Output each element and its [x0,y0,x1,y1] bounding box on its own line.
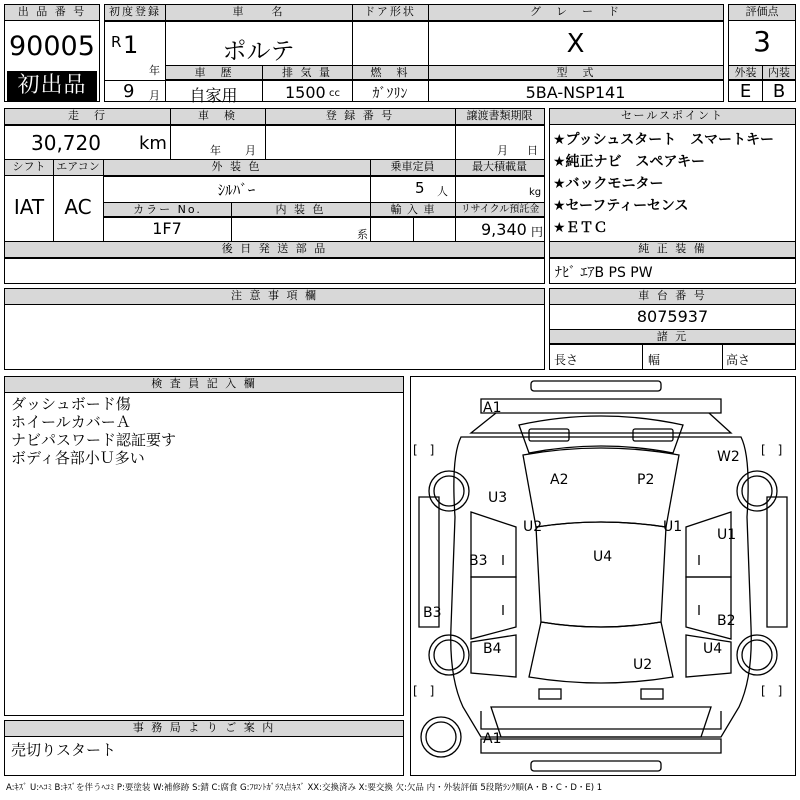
width-label: 幅 [648,353,661,367]
bracket-left-top: [ ] [413,443,435,457]
sales-point: ★ＥＴＣ [553,220,608,236]
damage-mark-hood-p2: P2 [637,472,655,488]
color-value: ｼﾙﾊﾞｰ [217,181,256,199]
sales-point: ★バックモニター [553,176,664,192]
ac-label: エアコン [53,160,103,176]
recycle-label: リサイクル預託金 [456,203,544,217]
load-label: 最大積載量 [455,160,544,176]
equip-value: ﾅﾋﾞ ｴｱB PS PW [555,265,653,281]
fuel-label: 燃 料 [352,66,428,80]
ext-label: 外装 [729,66,762,80]
damage-mark-left-front-u3: U3 [488,490,508,506]
door-label: ドア形状 [352,5,428,21]
reg-label: 初度登録 [105,5,165,21]
sales-point: ★純正ナビ スペアキー [553,154,705,170]
sales-label: セールスポイント [550,109,795,125]
load-unit: kg [529,187,542,198]
damage-legend: A:ｷｽﾞ U:ﾍｺﾐ B:ｷｽﾞを伴うﾍｺﾐ P:要塗装 W:補修跡 S:錆 C:腐食 G:ﾌﾛﾝﾄｶﾞﾗｽ点ｷｽﾞ XX:交換済み X:要交換 欠:欠品 内・外装評価 5段階ﾗﾝｸ順(A・B・C・D・E) 1 [6,783,603,793]
inspector-label: 検 査 員 記 入 欄 [5,377,403,393]
lot-label: 出 品 番 号 [5,5,99,21]
bracket-right-top: [ ] [761,443,783,457]
height-label: 高さ [726,353,751,367]
chassis-label: 車 台 番 号 [550,289,795,305]
grade-label: グ レ ー ド [428,5,723,21]
office-section [4,720,404,776]
capacity-label: 乗車定員 [370,160,455,176]
bracket-left-bottom: [ ] [413,684,435,698]
mileage-unit: km [139,133,167,154]
inspection-label: 車 検 [170,109,265,125]
lot-section [4,4,100,102]
sales-points [553,129,795,239]
score-section [728,4,796,102]
sales-section [549,108,796,284]
fuel-value: ｶﾞｿﾘﾝ [372,86,408,102]
office-value: 売切りスタート [11,741,117,759]
damage-mark-right-front-w2: W2 [717,449,740,465]
first-listing-badge [7,71,97,101]
notes-label: 注 意 事 項 欄 [5,289,544,305]
grade-value: X [566,29,585,59]
mileage-value: 30,720 [31,131,101,155]
reg-month-unit: 月 [149,89,160,102]
damage-mark-right-door-u1: U1 [717,527,737,543]
inspector-line: ダッシュボード傷 [11,395,131,413]
transfer-day-unit: 日 [527,144,538,157]
chassis-section [549,288,796,370]
shift-label: シフト [5,160,53,176]
damage-mark-left-sill-b3: B3 [423,605,442,621]
lot-number: 90005 [9,31,95,62]
notes-section [4,288,545,370]
transfer-month-unit: 月 [497,144,508,157]
colorno-label: カラー No. [104,203,231,217]
capacity-value: 5 [415,179,425,197]
disp-value: 1500 [285,83,326,102]
chassis-value: 8075937 [636,307,709,326]
equip-label: 純 正 装 備 [550,242,795,258]
office-label: 事 務 局 よ り ご 案 内 [5,721,403,737]
int-label: 内装 [763,66,795,80]
insp-year-unit: 年 [210,144,221,157]
model-value: 5BA-NSP141 [525,83,626,102]
transfer-label: 譲渡書類期限 [455,109,544,125]
int-value: B [772,81,786,102]
shift-value: IAT [13,195,45,219]
damage-mark-left-fender-u2: U2 [523,519,543,535]
interior-unit: 系 [357,228,368,241]
plate-label: 登 録 番 号 [265,109,455,125]
insp-month-unit: 月 [245,144,256,157]
damage-mark-right-rear-u4: U4 [703,641,723,657]
colorno-value: 1F7 [152,219,182,238]
recycle-unit: 円 [531,225,544,239]
import-label: 輸 入 車 [371,203,455,217]
damage-mark-left-door-b3: B3 [469,553,488,569]
parts-label: 後 日 発 送 部 品 [5,242,544,258]
disp-unit: cc [329,88,340,99]
damage-mark-rear-a1: A1 [483,731,502,747]
capacity-unit: 人 [437,185,448,198]
mileage-label: 走 行 [5,109,170,125]
ext-value: E [739,81,752,102]
vehicle-header [104,4,724,105]
recycle-value: 9,340 [481,220,527,239]
length-label: 長さ [554,353,579,367]
bracket-right-bottom: [ ] [761,684,783,698]
reg-year-unit: 年 [149,64,160,77]
disp-label: 排 気 量 [262,66,352,80]
reg-month: 9 [123,81,135,102]
inspector-section [4,376,404,716]
damage-mark-right-fender-u1: U1 [663,519,683,535]
ac-value: AC [64,195,92,219]
car-outline [411,377,795,775]
damage-diagram [410,376,796,776]
color-label: 外 装 色 [103,160,370,176]
damage-mark-roof-u4: U4 [593,549,613,565]
inspector-line: ホイールカバーＡ [11,413,131,431]
first-listing-text: 初出品 [17,73,87,98]
spec-label: 諸 元 [550,330,795,344]
inspector-line: ナビパスワード認証要す [11,431,177,449]
damage-mark-hood-a2: A2 [550,472,569,488]
damage-mark-trunk-u2: U2 [633,657,653,673]
interior-label: 内 装 色 [231,203,370,217]
reg-era: R [111,33,122,51]
name-label: 車 名 [165,5,352,21]
inspector-line: ボディ各部小Ｕ多い [11,449,145,467]
sales-point: ★セーフティーセンス [553,198,689,214]
history-value: 自家用 [189,86,238,105]
damage-mark-right-rear-door-b2: B2 [717,613,736,629]
sales-point: ★プッシュスタート スマートキー [553,132,775,148]
details-section [4,108,545,284]
vehicle-name: ポルテ [222,37,295,65]
damage-mark-left-rear-b4: B4 [483,641,502,657]
inspector-notes [11,395,176,467]
model-label: 型 式 [429,66,723,80]
reg-year: 1 [123,31,139,59]
history-label: 車 歴 [166,66,262,80]
damage-mark-front-a1: A1 [483,400,502,416]
score-value: 3 [753,25,771,58]
score-label: 評価点 [729,5,795,21]
